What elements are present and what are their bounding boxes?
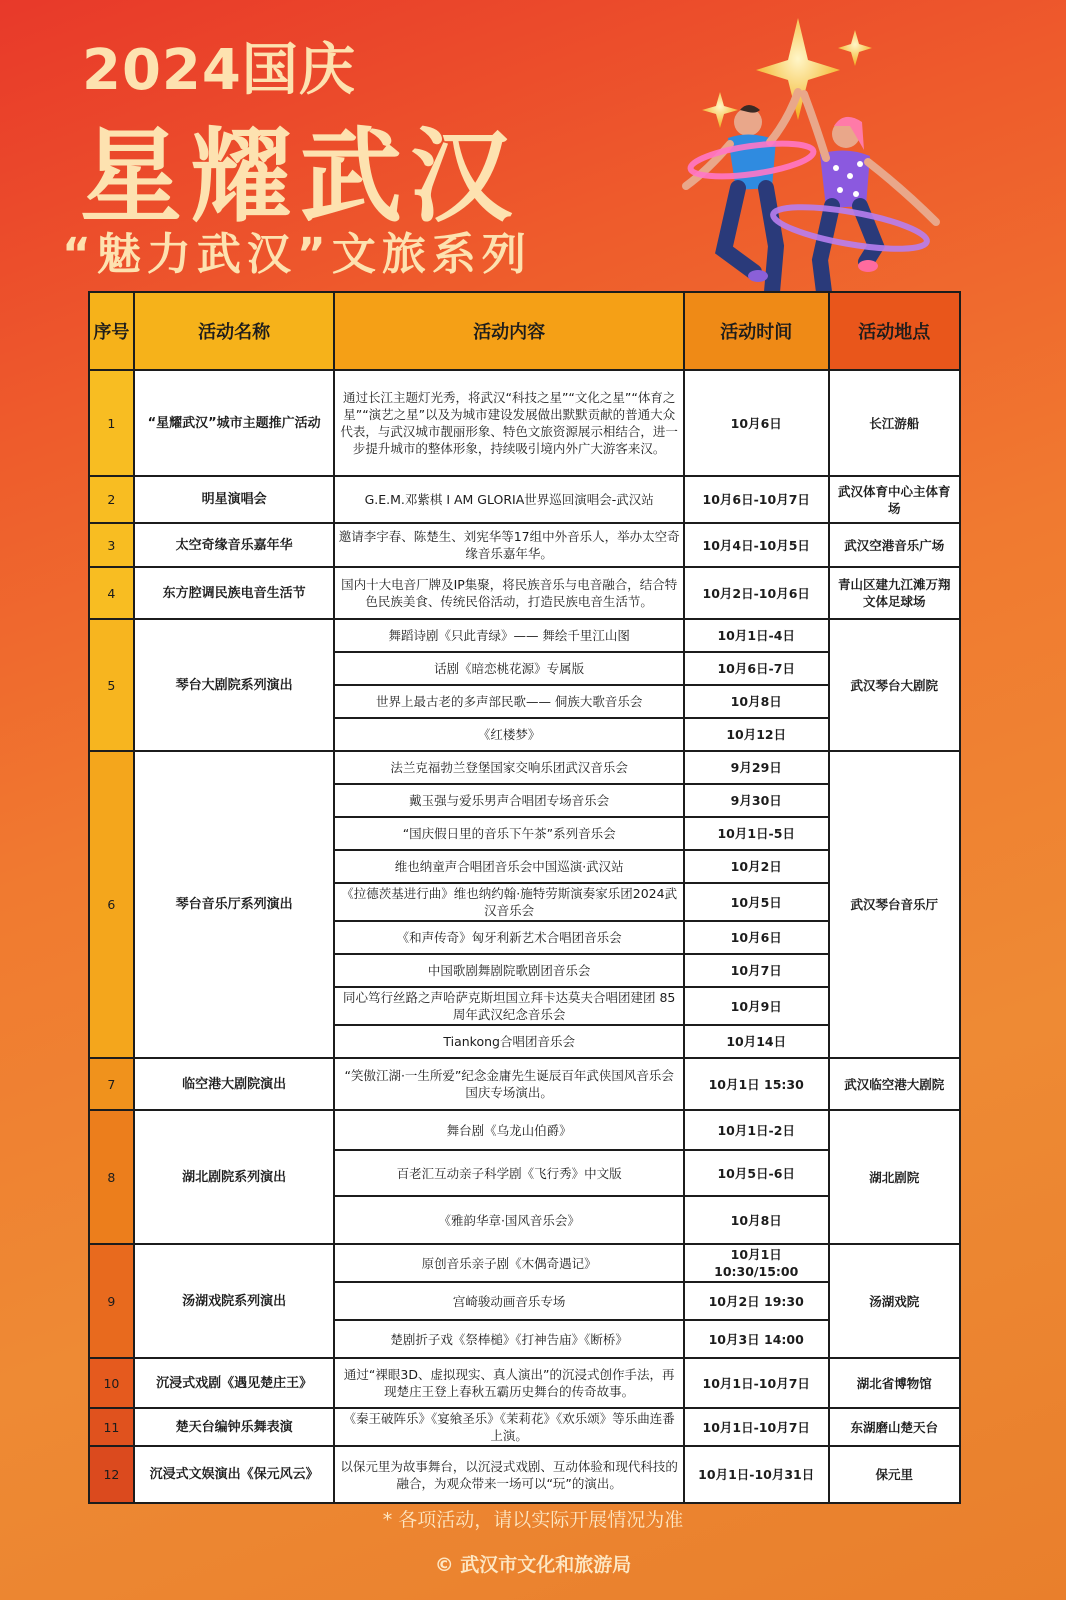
event-name: “星耀武汉”城市主题推广活动 [134, 370, 335, 476]
event-time: 10月4日-10月5日 [684, 523, 829, 567]
event-name: 琴台音乐厅系列演出 [134, 751, 335, 1058]
header-no: 序号 [89, 292, 134, 370]
event-place: 青山区建九江滩万翔文体足球场 [829, 567, 960, 619]
event-name: 汤湖戏院系列演出 [134, 1244, 335, 1358]
event-time: 10月1日-10月7日 [684, 1358, 829, 1408]
event-place: 东湖磨山楚天台 [829, 1408, 960, 1446]
event-content: 舞蹈诗剧《只此青绿》—— 舞绘千里江山图 [334, 619, 683, 652]
table-row [89, 1244, 960, 1282]
event-content: 国内十大电音厂牌及IP集聚，将民族音乐与电音融合，结合特色民族美食、传统民俗活动，打造民族电音生活节。 [334, 567, 683, 619]
event-content: 宫崎骏动画音乐专场 [334, 1282, 683, 1320]
event-time: 10月1日-10月31日 [684, 1446, 829, 1503]
row-number: 12 [89, 1446, 134, 1503]
event-time: 10月1日-4日 [684, 619, 829, 652]
table-row [89, 1408, 960, 1446]
event-content: 邀请李宇春、陈楚生、刘宪华等17组中外音乐人，举办太空奇缘音乐嘉年华。 [334, 523, 683, 567]
event-content: 百老汇互动亲子科学剧《飞行秀》中文版 [334, 1150, 683, 1196]
header-time: 活动时间 [684, 292, 829, 370]
event-place: 湖北剧院 [829, 1110, 960, 1244]
event-time: 10月2日-10月6日 [684, 567, 829, 619]
row-number: 9 [89, 1244, 134, 1358]
event-time: 10月12日 [684, 718, 829, 751]
footer-note: * 各项活动，请以实际开展情况为准 [382, 1509, 684, 1531]
row-number: 3 [89, 523, 134, 567]
event-place: 湖北省博物馆 [829, 1358, 960, 1408]
table-row [89, 1358, 960, 1408]
header-place: 活动地点 [829, 292, 960, 370]
event-place: 武汉临空港大剧院 [829, 1058, 960, 1110]
header-name: 活动名称 [134, 292, 335, 370]
event-name: 太空奇缘音乐嘉年华 [134, 523, 335, 567]
event-content: 世界上最古老的多声部民歌—— 侗族大歌音乐会 [334, 685, 683, 718]
event-name: 楚天台编钟乐舞表演 [134, 1408, 335, 1446]
event-content: 《拉德茨基进行曲》维也纳约翰·施特劳斯演奏家乐团2024武汉音乐会 [334, 883, 683, 921]
table-row [89, 523, 960, 567]
event-content: 楚剧折子戏《祭棒槌》《打神告庙》《断桥》 [334, 1320, 683, 1358]
event-content: 以保元里为故事舞台，以沉浸式戏剧、互动体验和现代科技的融合，为观众带来一场可以“玩”的演出。 [334, 1446, 683, 1503]
table-row [89, 567, 960, 619]
event-content: 同心笃行丝路之声哈萨克斯坦国立拜卡达莫夫合唱团建团 85 周年武汉纪念音乐会 [334, 987, 683, 1025]
event-time: 9月30日 [684, 784, 829, 817]
event-time: 10月2日 19:30 [684, 1282, 829, 1320]
event-time: 10月7日 [684, 954, 829, 987]
table-row [89, 370, 960, 476]
row-number: 4 [89, 567, 134, 619]
row-number: 11 [89, 1408, 134, 1446]
event-place: 武汉体育中心主体育场 [829, 476, 960, 523]
event-content: “国庆假日里的音乐下午茶”系列音乐会 [334, 817, 683, 850]
event-time: 10月1日 15:30 [684, 1058, 829, 1110]
event-content: 《秦王破阵乐》《宴飨圣乐》《茉莉花》《欢乐颂》等乐曲连番上演。 [334, 1408, 683, 1446]
event-content: Tiankong合唱团音乐会 [334, 1025, 683, 1058]
event-name: 沉浸式文娱演出《保元风云》 [134, 1446, 335, 1503]
event-time: 10月14日 [684, 1025, 829, 1058]
table-row [89, 476, 960, 523]
event-place: 长江游船 [829, 370, 960, 476]
table-row [89, 1110, 960, 1150]
event-time: 10月3日 14:00 [684, 1320, 829, 1358]
event-time: 10月8日 [684, 685, 829, 718]
event-content: 通过“裸眼3D、虚拟现实、真人演出”的沉浸式创作手法，再现楚庄王登上春秋五霸历史舞台的传奇故事。 [334, 1358, 683, 1408]
event-time: 10月1日 10:30/15:00 [684, 1244, 829, 1282]
event-name: 临空港大剧院演出 [134, 1058, 335, 1110]
event-schedule-table [88, 291, 961, 1504]
event-time: 10月6日-10月7日 [684, 476, 829, 523]
event-name: 明星演唱会 [134, 476, 335, 523]
row-number: 1 [89, 370, 134, 476]
row-number: 7 [89, 1058, 134, 1110]
row-number: 2 [89, 476, 134, 523]
row-number: 6 [89, 751, 134, 1058]
table-row [89, 619, 960, 652]
event-time: 10月2日 [684, 850, 829, 883]
row-number: 8 [89, 1110, 134, 1244]
event-name: 沉浸式戏剧《遇见楚庄王》 [134, 1358, 335, 1408]
event-name: 东方腔调民族电音生活节 [134, 567, 335, 619]
event-time: 10月1日-2日 [684, 1110, 829, 1150]
header-title: 星耀武汉 [80, 118, 520, 237]
event-content: 原创音乐亲子剧《木偶奇遇记》 [334, 1244, 683, 1282]
event-content: G.E.M.邓紫棋 I AM GLORIA世界巡回演唱会-武汉站 [334, 476, 683, 523]
header-year: 2024国庆 [82, 38, 356, 103]
event-place: 武汉琴台音乐厅 [829, 751, 960, 1058]
row-number: 5 [89, 619, 134, 751]
event-content: 《雅韵华章·国风音乐会》 [334, 1196, 683, 1244]
table-row [89, 1446, 960, 1503]
event-content: 戴玉强与爱乐男声合唱团专场音乐会 [334, 784, 683, 817]
table-row [89, 1058, 960, 1110]
event-content: 中国歌剧舞剧院歌剧团音乐会 [334, 954, 683, 987]
event-place: 武汉琴台大剧院 [829, 619, 960, 751]
sparkle-star-icon [838, 30, 872, 66]
event-place: 保元里 [829, 1446, 960, 1503]
event-content: “笑傲江湖·一生所爱”纪念金庸先生诞辰百年武侠国风音乐会国庆专场演出。 [334, 1058, 683, 1110]
header-content: 活动内容 [334, 292, 683, 370]
event-time: 10月5日 [684, 883, 829, 921]
event-content: 法兰克福勃兰登堡国家交响乐团武汉音乐会 [334, 751, 683, 784]
event-time: 10月1日-10月7日 [684, 1408, 829, 1446]
event-name: 琴台大剧院系列演出 [134, 619, 335, 751]
event-name: 湖北剧院系列演出 [134, 1110, 335, 1244]
event-time: 10月5日-6日 [684, 1150, 829, 1196]
footer-copyright: © 武汉市文化和旅游局 [434, 1554, 632, 1576]
event-time: 10月6日 [684, 921, 829, 954]
event-content: 《红楼梦》 [334, 718, 683, 751]
event-time: 10月1日-5日 [684, 817, 829, 850]
event-place: 汤湖戏院 [829, 1244, 960, 1358]
event-time: 10月9日 [684, 987, 829, 1025]
event-time: 10月6日 [684, 370, 829, 476]
event-time: 10月8日 [684, 1196, 829, 1244]
event-content: 话剧《暗恋桃花源》专属版 [334, 652, 683, 685]
event-content: 舞台剧《乌龙山伯爵》 [334, 1110, 683, 1150]
event-content: 维也纳童声合唱团音乐会中国巡演·武汉站 [334, 850, 683, 883]
event-content: 通过长江主题灯光秀，将武汉“科技之星”“文化之星”“体育之星”“演艺之星”以及为城市建设发展做出默默贡献的普通大众代表，与武汉城市靓丽形象、特色文旅资源展示相结合，进一步提升城市的整体形象，持续吸引境内外广大游客来汉。 [334, 370, 683, 476]
event-time: 9月29日 [684, 751, 829, 784]
table-header-row [89, 292, 960, 370]
table-row [89, 751, 960, 784]
sparkle-star-icon [702, 92, 738, 128]
event-time: 10月6日-7日 [684, 652, 829, 685]
high-five-illustration [680, 10, 970, 330]
sparkle-star-icon [756, 18, 840, 120]
header-subtitle: “魅力武汉”文旅系列 [62, 229, 532, 280]
row-number: 10 [89, 1358, 134, 1408]
event-content: 《和声传奇》匈牙利新艺术合唱团音乐会 [334, 921, 683, 954]
event-place: 武汉空港音乐广场 [829, 523, 960, 567]
